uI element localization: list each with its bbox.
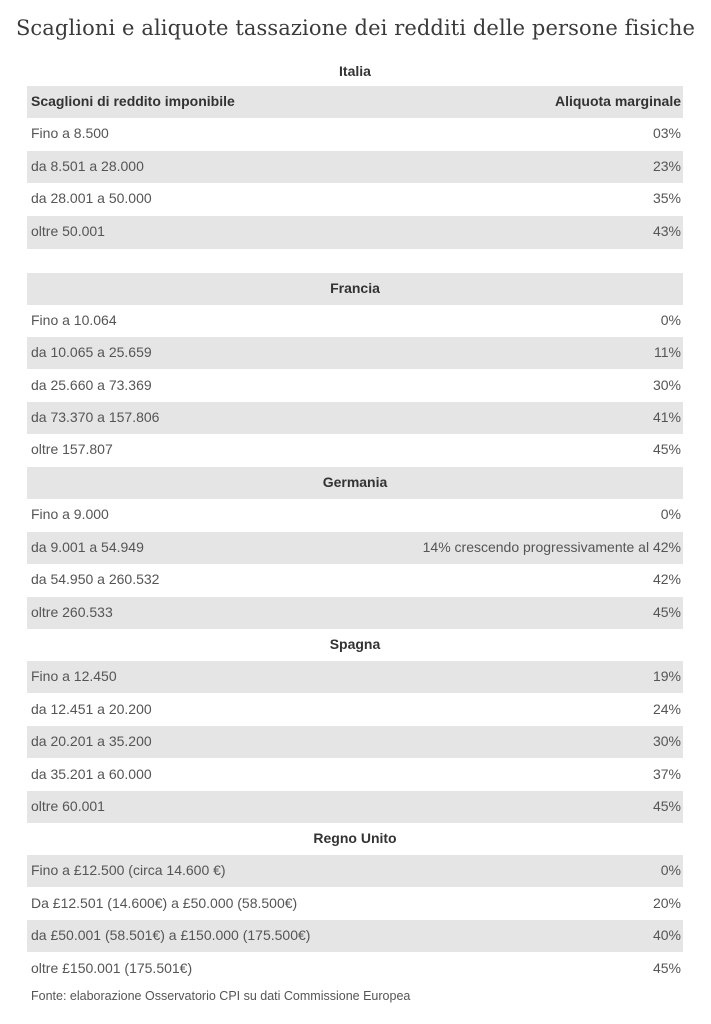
bracket-rate: 35%	[652, 190, 681, 206]
bracket-rate: 42%	[652, 571, 681, 587]
bracket-rate: 45%	[652, 441, 681, 457]
bracket-range: oltre 60.001	[31, 798, 105, 814]
bracket-rate: 03%	[652, 125, 681, 141]
bracket-rate: 0%	[660, 312, 681, 328]
bracket-rate: 40%	[652, 927, 681, 943]
bracket-range: da 8.501 a 28.000	[31, 158, 144, 174]
table-row	[27, 402, 683, 434]
country-header-italia: Italia	[339, 63, 371, 79]
table-row	[27, 564, 683, 596]
bracket-range: oltre £150.001 (175.501€)	[31, 960, 193, 976]
table-row	[27, 305, 683, 337]
table-row	[27, 183, 683, 215]
table-row	[27, 953, 683, 985]
bracket-range: da 12.451 a 20.200	[31, 701, 152, 717]
country-header-spagna: Spagna	[329, 636, 381, 652]
bracket-range: oltre 260.533	[31, 604, 113, 620]
table-row	[27, 855, 683, 887]
table-row	[27, 759, 683, 791]
bracket-range: da 10.065 a 25.659	[31, 344, 152, 360]
bracket-range: da 35.201 a 60.000	[31, 766, 152, 782]
table-row	[27, 888, 683, 920]
bracket-rate: 11%	[654, 344, 681, 360]
bracket-range: da £50.001 (58.501€) a £150.000 (175.500€)	[31, 927, 311, 943]
table-row	[27, 694, 683, 726]
bracket-range: da 20.201 a 35.200	[31, 733, 152, 749]
source-note: Fonte: elaborazione Osservatorio CPI su dati Commissione Europea	[31, 989, 411, 1003]
table-row	[27, 151, 683, 183]
bracket-rate: 19%	[652, 668, 681, 684]
table-row	[27, 597, 683, 629]
bracket-rate: 45%	[652, 798, 681, 814]
bracket-rate: 30%	[652, 733, 681, 749]
table-row	[27, 118, 683, 150]
table-row	[27, 499, 683, 531]
bracket-range: Da £12.501 (14.600€) a £50.000 (58.500€)	[31, 895, 298, 911]
bracket-rate: 0%	[660, 506, 681, 522]
bracket-range: da 54.950 a 260.532	[31, 571, 160, 587]
bracket-range: Fino a 9.000	[31, 506, 109, 522]
table-row	[27, 791, 683, 823]
bracket-rate: 14% crescendo progressivamente al 42%	[422, 539, 681, 555]
bracket-range: da 73.370 a 157.806	[31, 409, 160, 425]
bracket-rate: 0%	[660, 862, 681, 878]
bracket-range: da 9.001 a 54.949	[31, 539, 144, 555]
country-header-germania: Germania	[27, 467, 683, 499]
column-header-brackets: Scaglioni di reddito imponibile	[31, 93, 235, 109]
bracket-range: da 25.660 a 73.369	[31, 377, 152, 393]
bracket-rate: 43%	[652, 223, 681, 239]
table-row	[27, 920, 683, 952]
document-title: Scaglioni e aliquote tassazione dei redditi delle persone fisiche	[15, 16, 696, 40]
table-row	[27, 216, 683, 249]
bracket-range: Fino a 12.450	[31, 668, 117, 684]
bracket-rate: 24%	[652, 701, 681, 717]
bracket-range: Fino a £12.500 (circa 14.600 €)	[31, 862, 226, 878]
bracket-rate: 30%	[652, 377, 681, 393]
bracket-rate: 41%	[652, 409, 681, 425]
bracket-rate: 45%	[652, 604, 681, 620]
country-header-regno-unito: Regno Unito	[313, 830, 397, 846]
bracket-range: Fino a 8.500	[31, 125, 109, 141]
bracket-rate: 23%	[652, 158, 681, 174]
table-header-row	[27, 86, 683, 118]
country-header-francia: Francia	[27, 273, 683, 305]
table-row	[27, 337, 683, 369]
bracket-range: Fino a 10.064	[31, 312, 117, 328]
table-row	[27, 434, 683, 466]
column-header-rate: Aliquota marginale	[554, 93, 681, 109]
bracket-rate: 37%	[652, 766, 681, 782]
bracket-rate: 20%	[652, 895, 681, 911]
bracket-range: oltre 157.807	[31, 441, 113, 457]
bracket-range: oltre 50.001	[31, 223, 105, 239]
table-row	[27, 532, 683, 564]
bracket-rate: 45%	[652, 960, 681, 976]
bracket-range: da 28.001 a 50.000	[31, 190, 152, 206]
table-row	[27, 726, 683, 758]
table-row	[27, 661, 683, 693]
table-row	[27, 370, 683, 402]
